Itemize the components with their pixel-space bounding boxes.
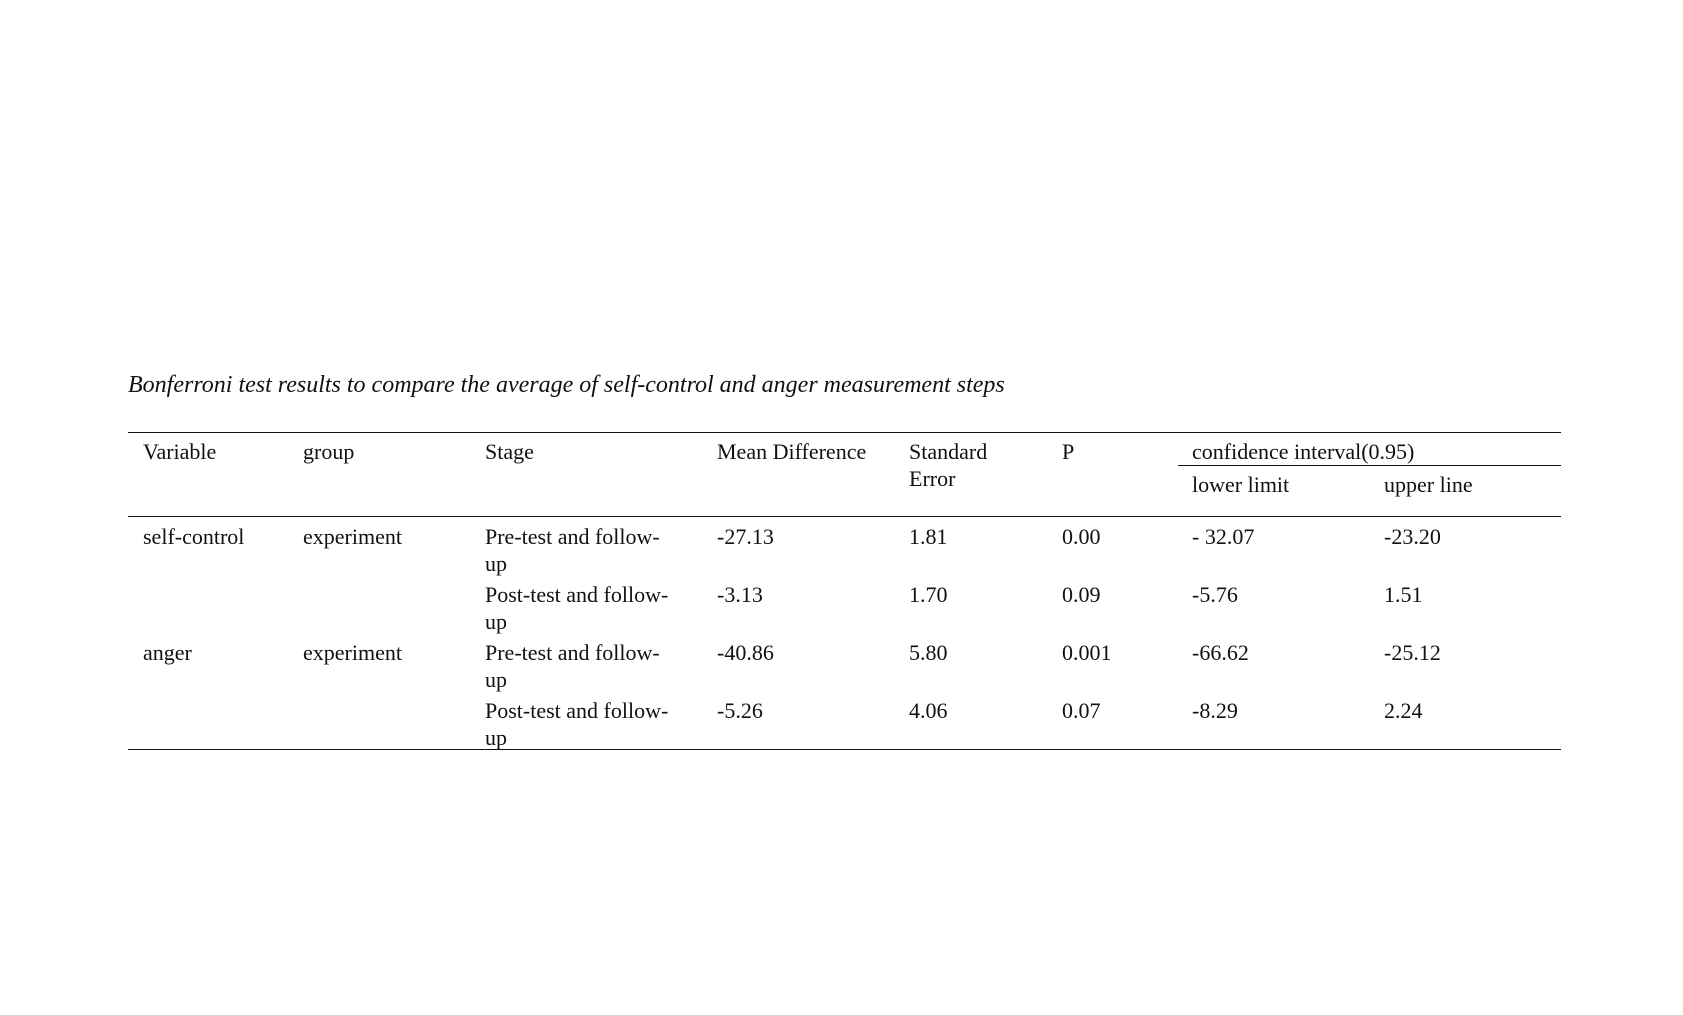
row4-standard-error: 4.06 <box>909 698 948 723</box>
row3-group: experiment <box>303 640 402 665</box>
table-top-rule <box>128 432 1561 433</box>
header-p: P <box>1062 439 1075 464</box>
header-standard-error-line1: Standard <box>909 439 988 464</box>
row1-group: experiment <box>303 524 402 549</box>
row4-stage-line1: Post-test and follow- <box>485 698 669 723</box>
confidence-interval-rule <box>1178 465 1561 466</box>
header-upper-line: upper line <box>1384 472 1473 497</box>
row2-upper-line: 1.51 <box>1384 582 1423 607</box>
row1-variable: self-control <box>143 524 245 549</box>
row3-lower-limit: -66.62 <box>1192 640 1249 665</box>
row1-lower-limit: - 32.07 <box>1192 524 1255 549</box>
row3-variable: anger <box>143 640 192 665</box>
row2-mean-difference: -3.13 <box>717 582 763 607</box>
header-group: group <box>303 439 355 464</box>
row3-stage-line1: Pre-test and follow- <box>485 640 660 665</box>
row1-mean-difference: -27.13 <box>717 524 774 549</box>
header-stage: Stage <box>485 439 534 464</box>
row1-p: 0.00 <box>1062 524 1101 549</box>
row4-p: 0.07 <box>1062 698 1101 723</box>
row2-stage-line1: Post-test and follow- <box>485 582 669 607</box>
row2-standard-error: 1.70 <box>909 582 948 607</box>
row1-stage-line2: up <box>485 551 507 576</box>
row1-upper-line: -23.20 <box>1384 524 1441 549</box>
row3-mean-difference: -40.86 <box>717 640 774 665</box>
row3-p: 0.001 <box>1062 640 1112 665</box>
header-bottom-rule <box>128 516 1561 517</box>
row3-upper-line: -25.12 <box>1384 640 1441 665</box>
row3-stage-line2: up <box>485 667 507 692</box>
row3-standard-error: 5.80 <box>909 640 948 665</box>
row4-lower-limit: -8.29 <box>1192 698 1238 723</box>
row2-stage-line2: up <box>485 609 507 634</box>
row1-standard-error: 1.81 <box>909 524 948 549</box>
table-bottom-rule <box>128 749 1561 750</box>
row1-stage-line1: Pre-test and follow- <box>485 524 660 549</box>
bonferroni-table <box>128 430 1561 750</box>
header-confidence-interval: confidence interval(0.95) <box>1192 439 1415 464</box>
header-variable: Variable <box>143 439 217 464</box>
row4-stage-line2: up <box>485 725 507 750</box>
row2-lower-limit: -5.76 <box>1192 582 1238 607</box>
table-caption: Bonferroni test results to compare the average of self-control and anger measurement steps <box>128 372 1005 398</box>
row4-upper-line: 2.24 <box>1384 698 1423 723</box>
header-lower-limit: lower limit <box>1192 472 1290 497</box>
row4-mean-difference: -5.26 <box>717 698 763 723</box>
row2-p: 0.09 <box>1062 582 1101 607</box>
header-standard-error-line2: Error <box>909 466 956 491</box>
header-mean-difference: Mean Difference <box>717 439 867 464</box>
